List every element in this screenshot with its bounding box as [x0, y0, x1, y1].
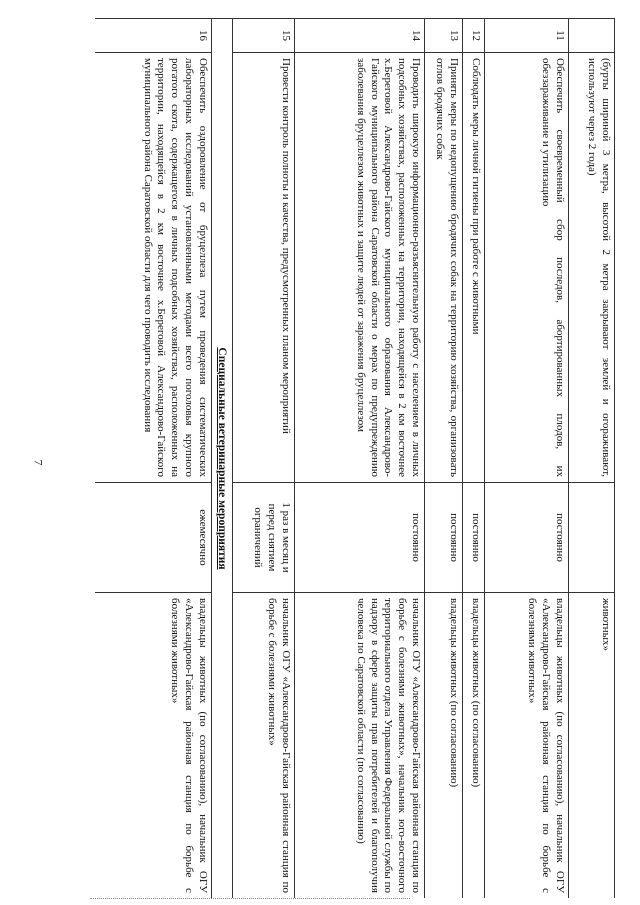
- row-number: 12: [463, 19, 485, 53]
- table-viewport: [95, 18, 615, 898]
- row-number: 14: [295, 19, 425, 53]
- row-measure: Проводить широкую информационно-разъяснительную работу с населением в личных подсобных хозяйствах, расположенных на территории, находящейся в 2 км восточнее х.Береговой Александрово-Гайского муниципального образования Александрово-Гайского муниципального района Саратовской области о мерах по предупреждению заболевания бруцеллезом животных и защите людей от заражения бруцеллезом: [295, 53, 425, 483]
- row-number: [569, 19, 615, 53]
- section-row: [211, 19, 232, 899]
- row-responsible: владельцы животных (по согласованию), начальник ОГУ «Александрово-Гайская районная станция по борьбе с болезнями животных»: [95, 593, 211, 899]
- row-responsible: владельцы животных (по согласованию): [425, 593, 463, 899]
- row-number: 11: [485, 19, 569, 53]
- row-period: 1 раз в месяц и перед снятием ограничений: [233, 483, 295, 593]
- row-period: постоянно: [463, 483, 485, 593]
- row-measure: Обеспечить оздоровление от бруцеллеза путем проведения систематических лабораторных исследований установленными методами всего поголовья крупного рогатого скота, содержащегося в личных подсобных хозяйствах, расположенных на территории, находящейся в 2 км восточнее х.Береговой Александрово-Гайского муниципального района Саратовской области для чего проводить исследования: [95, 53, 211, 483]
- table-row: [295, 19, 425, 899]
- table-row: [569, 19, 615, 899]
- measures-table: [95, 18, 615, 898]
- row-measure: (бурты шириной 3 метра, высотой 2 метра закрывают землей и огораживают, используют через 2 года): [569, 53, 615, 483]
- table-row: [95, 19, 211, 899]
- table-row: [425, 19, 463, 899]
- row-number: 13: [425, 19, 463, 53]
- row-measure: Обеспечить своевременный сбор последов, абортированных плодов, их обеззараживание и утилизацию: [485, 53, 569, 483]
- row-period: постоянно: [295, 483, 425, 593]
- table-row: [463, 19, 485, 899]
- row-period: ежемесячно: [95, 483, 211, 593]
- row-measure: Принять меры по недопущению бродячих собак на территорию хозяйства, организовать отлов бродячих собак: [425, 53, 463, 483]
- section-title: Специальные ветеринарные мероприятия: [211, 19, 232, 899]
- row-period: [569, 483, 615, 593]
- row-number: 16: [95, 19, 211, 53]
- bottom-dotted-rule: [90, 898, 410, 899]
- row-responsible: животных»: [569, 593, 615, 899]
- row-responsible: владельцы животных (по согласованию): [463, 593, 485, 899]
- row-responsible: владельцы животных (по согласованию), начальник ОГУ «Александрово-Гайская районная станция по борьбе с болезнями животных»: [485, 593, 569, 899]
- row-responsible: начальник ОГУ «Александрово-Гайская районная станция по борьбе с болезнями животных», начальник юго-восточного территориального отдела Управления Федеральной службы по надзору в сфере защиты прав потребителей и благополучия человека по Саратовской области (по согласованию): [295, 593, 425, 899]
- row-measure: Соблюдать меры личной гигиены при работе с животными: [463, 53, 485, 483]
- row-responsible: начальник ОГУ «Александрово-Гайская районная станция по борьбе с болезнями животных»: [233, 593, 295, 899]
- row-period: постоянно: [425, 483, 463, 593]
- table-row: [485, 19, 569, 899]
- row-number: 15: [233, 19, 295, 53]
- row-measure: Провести контроль полноты и качества, предусмотренных планом мероприятий: [233, 53, 295, 483]
- table-row: [233, 19, 295, 899]
- page-number: 7: [31, 459, 46, 466]
- row-period: постоянно: [485, 483, 569, 593]
